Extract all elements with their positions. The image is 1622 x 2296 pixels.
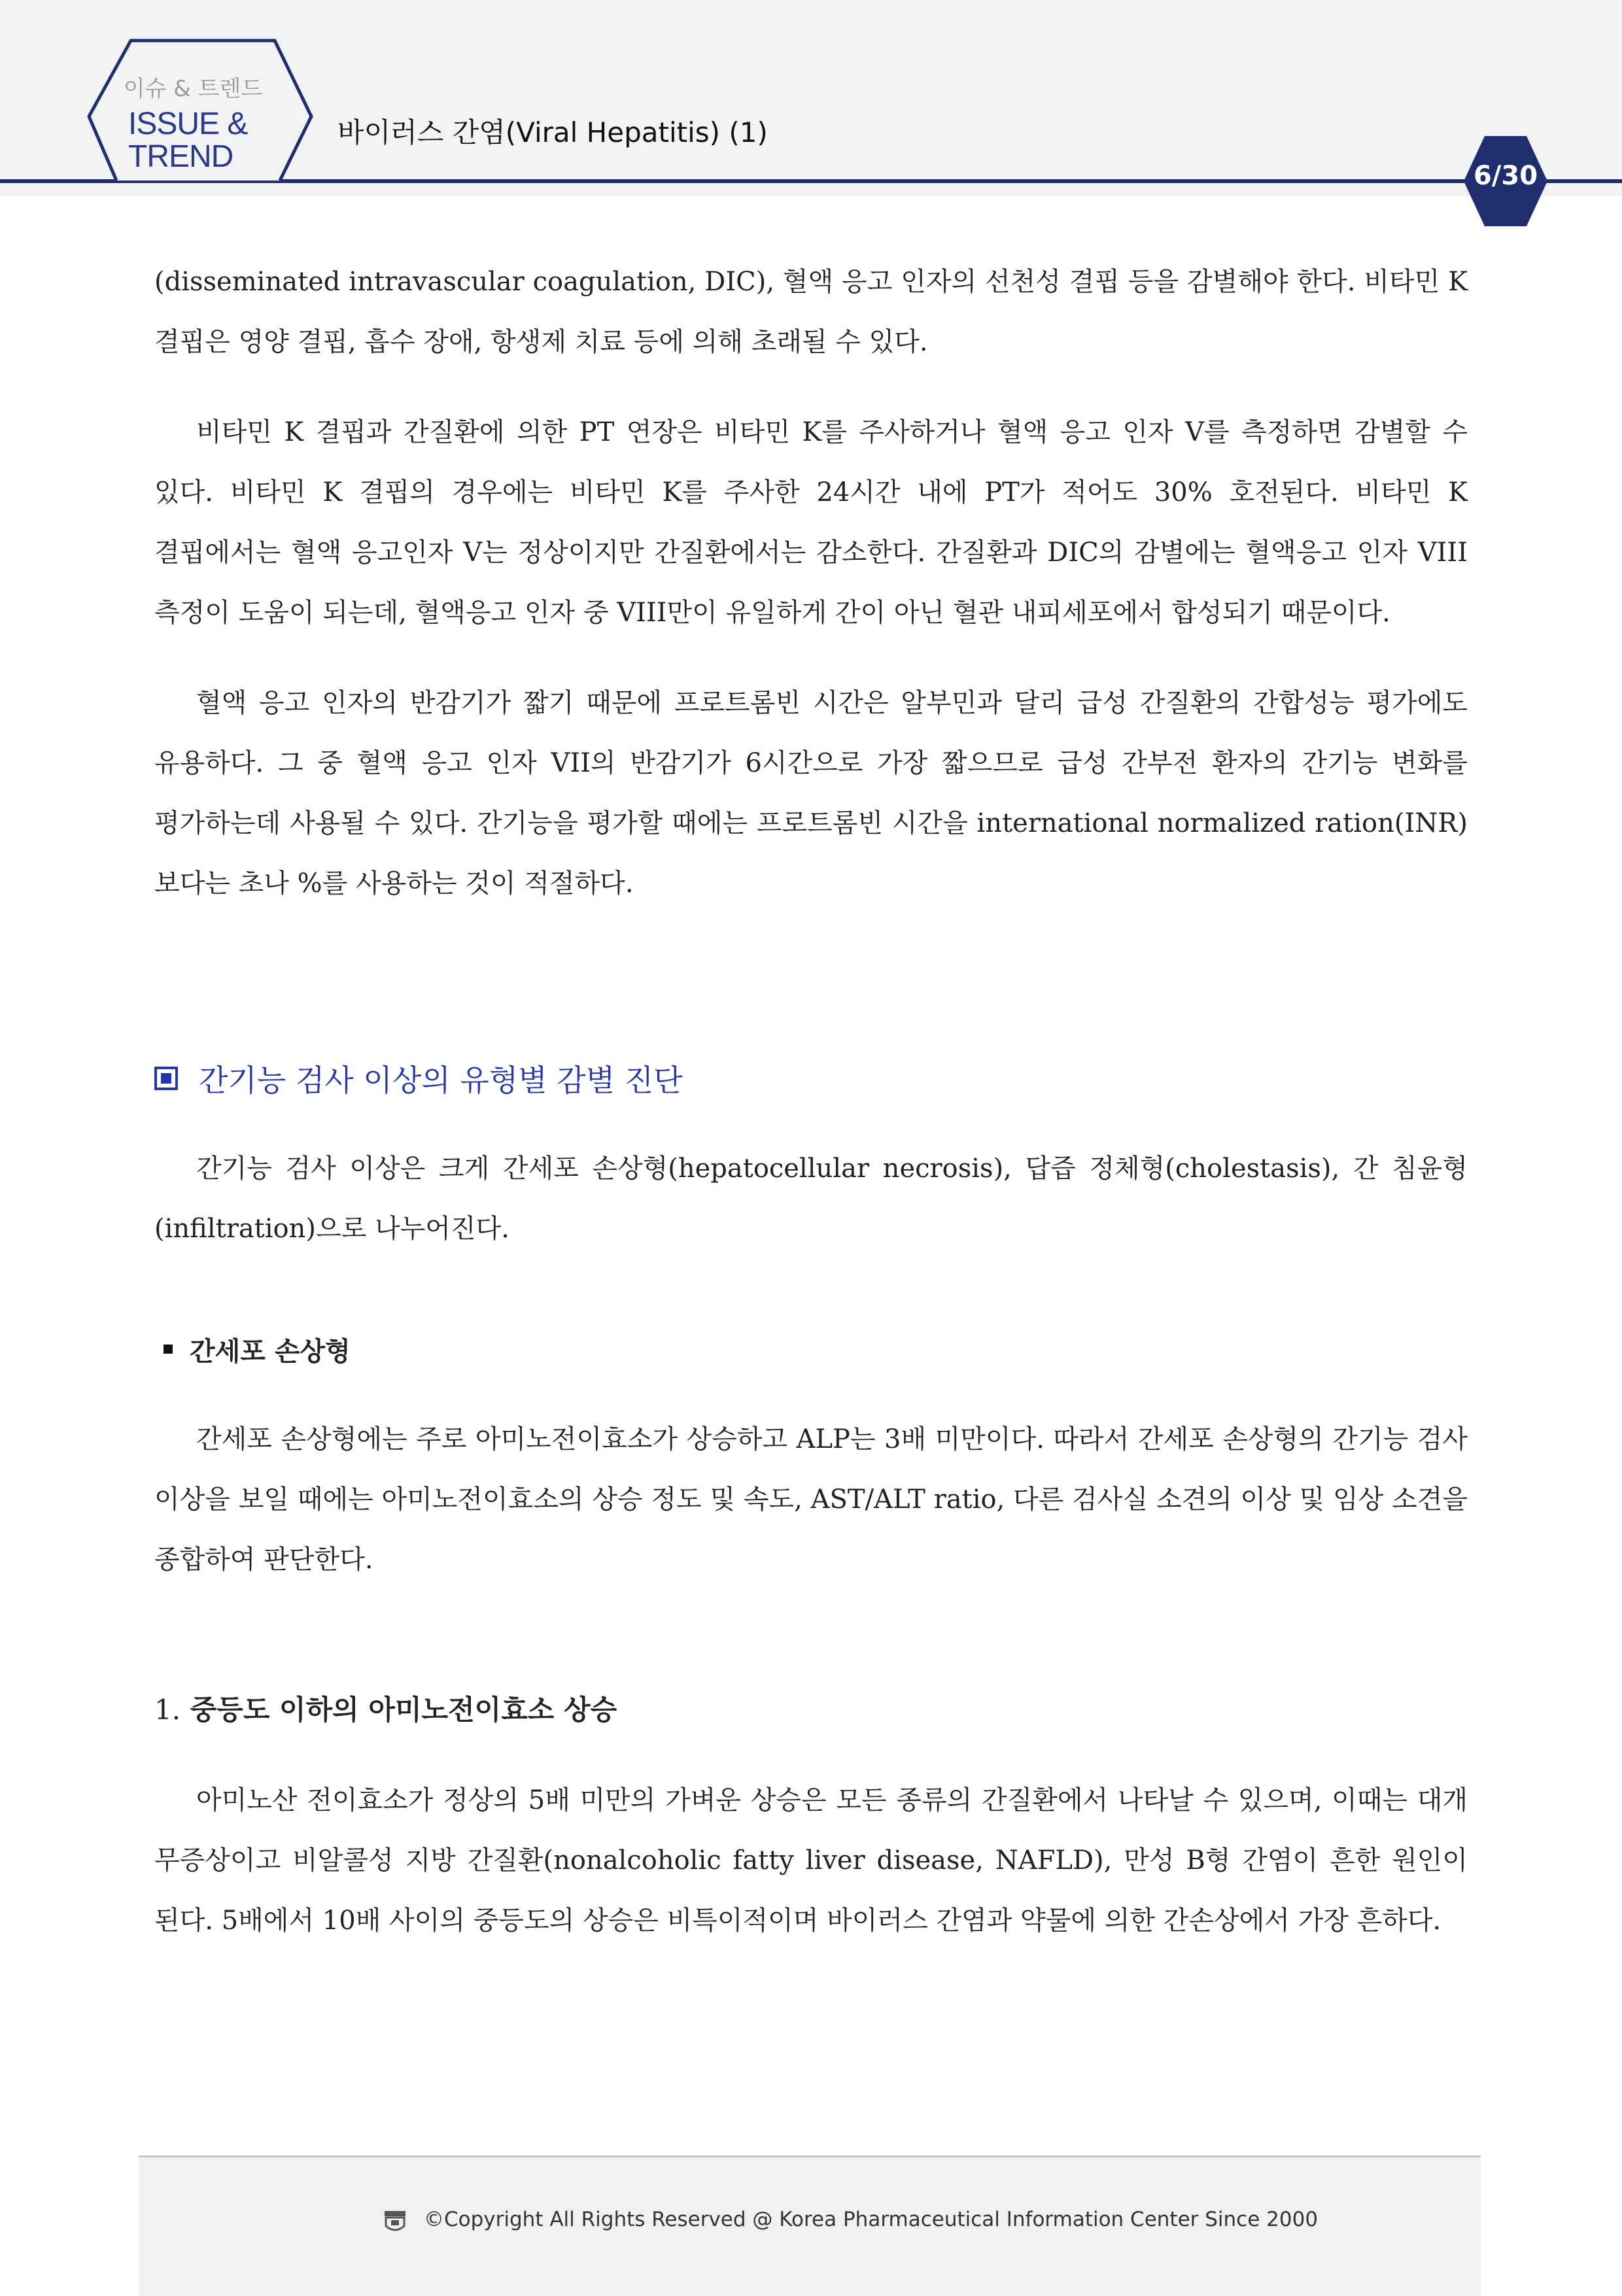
paragraph-aminotransferase: 아미노산 전이효소가 정상의 5배 미만의 가벼운 상승은 모든 종류의 간질환에서 나타날 수 있으며, 이때는 대개 무증상이고 비알콜성 지방 간질환(nonalcoholic fatty liver disease, NAFLD), 만성 B형 간염이 흔한 원인이 된다. 5배에서 10배 사이의 중등도의 상승은 비특이적이며 바이러스 간염과 약물에 의한 간손상에서 가장 흔하다. — [154, 1785, 1468, 1936]
numbered-heading-number: 1. — [154, 1694, 181, 1726]
document-title: 바이러스 간염(Viral Hepatitis) (1) — [337, 116, 768, 148]
logo-trend-text: TREND — [128, 139, 233, 174]
page-header — [0, 0, 1622, 196]
paragraph-vitamin-k: 비타민 K 결핍과 간질환에 의한 PT 연장은 비타민 K를 주사하거나 혈액 응고 인자 V를 측정하면 감별할 수 있다. 비타민 K 결핍의 경우에는 비타민 K를 주사한 24시간 내에 PT가 적어도 30% 호전된다. 비타민 K 결핍에서는 혈액 응고인자 V는 정상이지만 간질환에서는 감소한다. 간질환과 DIC의 감별에는 혈액응고 인자 VIII 측정이 도움이 되는데, 혈액응고 인자 중 VIII만이 유일하게 간이 아닌 혈관 내피세포에서 합성되기 때문이다. — [154, 417, 1468, 628]
sub-heading — [154, 1319, 1468, 1379]
section-heading-text: 간기능 검사 이상의 유형별 감별 진단 — [199, 1063, 683, 1098]
kpic-crest-icon — [382, 2209, 408, 2235]
paragraph-intro: (disseminated intravascular coagulation, DIC), 혈액 응고 인자의 선천성 결핍 등을 감별해야 한다. 비타민 K 결핍은 영양 결핍, 흡수 장애, 항생제 치료 등에 의해 초래될 수 있다. — [154, 267, 1468, 357]
section-heading — [154, 1048, 1468, 1108]
numbered-heading-text: 중등도 이하의 아미노전이효소 상승 — [190, 1694, 617, 1726]
logo-issue-text: ISSUE & — [128, 107, 248, 141]
sub-heading-text: 간세포 손상형 — [190, 1335, 351, 1367]
footer-copyright: ©Copyright All Rights Reserved @ Korea Pharmaceutical Information Center Since 2000 — [424, 2208, 1319, 2231]
filled-square-bullet-icon — [164, 1345, 173, 1354]
document-body — [154, 252, 1468, 1951]
page-number: 6/30 — [1473, 161, 1538, 191]
paragraph-hepatocellular: 간세포 손상형에는 주로 아미노전이효소가 상승하고 ALP는 3배 미만이다. 따라서 간세포 손상형의 간기능 검사 이상을 보일 때에는 아미노전이효소의 상승 정도 및 속도, AST/ALT ratio, 다른 검사실 소견의 이상 및 임상 소견을 종합하여 판단한다. — [154, 1424, 1468, 1575]
paragraph-classification: 간기능 검사 이상은 크게 간세포 손상형(hepatocellular necrosis), 답즙 정체형(cholestasis), 간 침윤형(infiltration)으로 나누어진다. — [154, 1154, 1468, 1244]
numbered-heading — [154, 1680, 1468, 1740]
logo-korean-text: 이슈 & 트렌드 — [123, 76, 263, 102]
square-bullet-icon — [154, 1067, 178, 1090]
paragraph-prothrombin: 혈액 응고 인자의 반감기가 짧기 때문에 프로트롬빈 시간은 알부민과 달리 급성 간질환의 간합성능 평가에도 유용하다. 그 중 혈액 응고 인자 VII의 반감기가 6시간으로 가장 짧으므로 급성 간부전 환자의 간기능 변화를 평가하는데 사용될 수 있다. 간기능을 평가할 때에는 프로트롬빈 시간을 international normalized ration(INR) 보다는 초나 %를 사용하는 것이 적절하다. — [154, 688, 1468, 899]
